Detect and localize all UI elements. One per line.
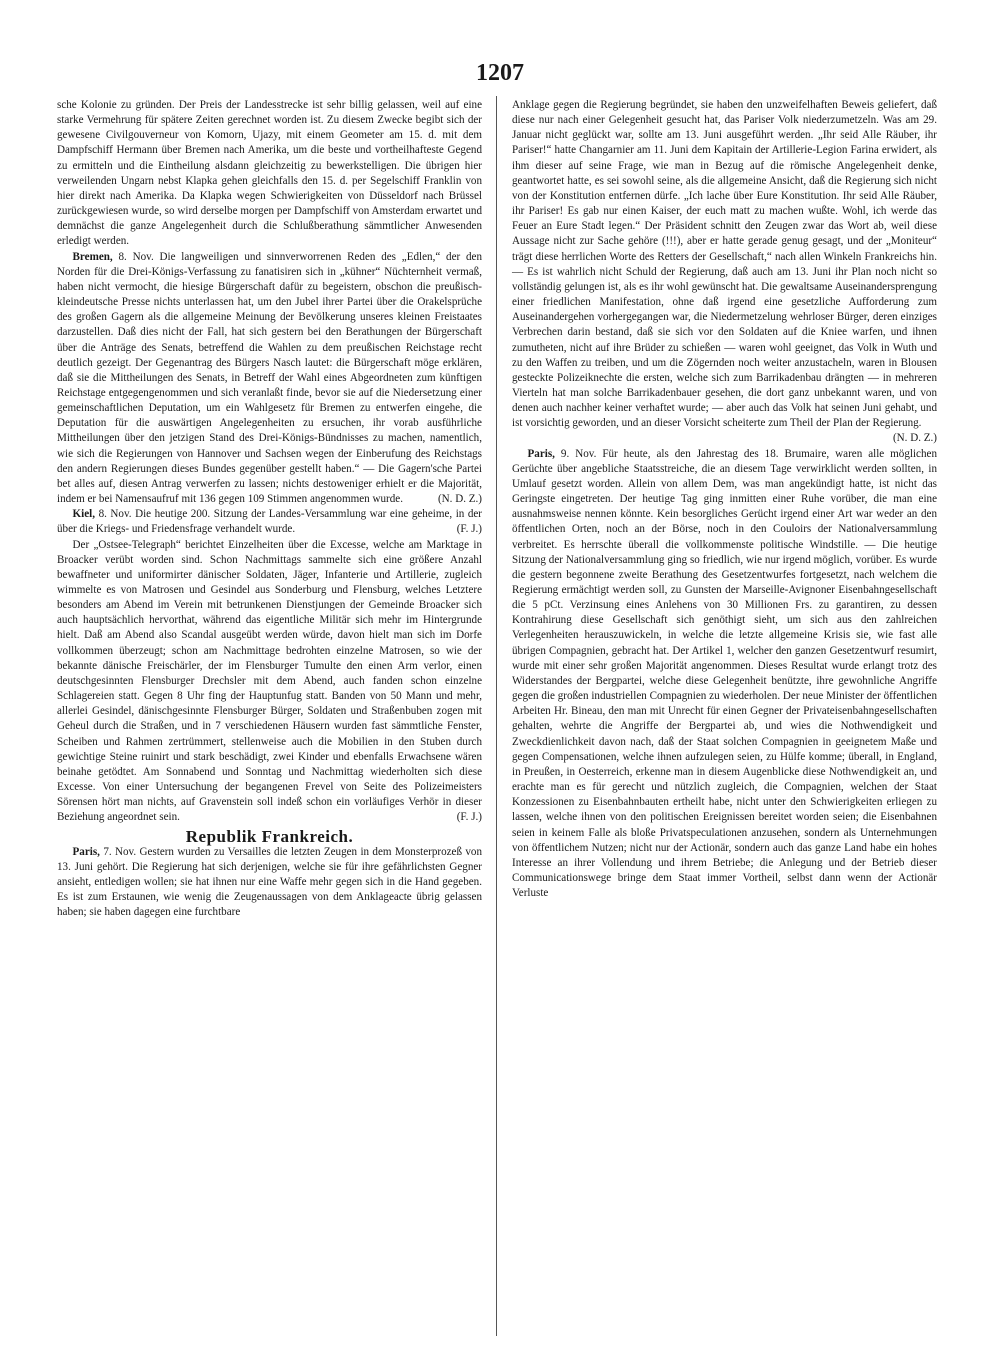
column-divider <box>496 96 497 1336</box>
dateline-city: Paris, <box>527 447 555 460</box>
page-number: 1207 <box>476 60 524 86</box>
dateline-city: Paris, <box>72 845 100 858</box>
paragraph-ostsee-telegraph <box>57 538 482 826</box>
left-column <box>57 98 482 920</box>
dateline-city: Kiel, <box>72 508 96 521</box>
paragraph-kiel <box>57 507 482 537</box>
paragraph-bremen <box>57 250 482 508</box>
paragraph-text: 8. Nov. Die heutige 200. Sitzung der Landes-Versammlung war eine geheime, in der über die Kriegs- und Friedensfrage verhandelt wurde. <box>57 508 483 536</box>
paragraph-text: 9. Nov. Für heute, als den Jahrestag des 18. Brumaire, waren alle möglichen Gerüchte über angebliche Staatsstreiche, die an diesem Tage verwirklicht werden sollten, in Umlauf gesetzt worden. Allein von allem Dem, was man angekündigt hatte, ist nicht das Geringste eingetreten. Der heutige Tag ging inmitten einer Ruhe vorüber, die man eine ausnahmsweise nennen könnte. Kein besorgliches Gerücht irgend einer Art war weder an den öffentlichen Orten, noch an der Börse, noch in den Couloirs der Nationalversammlung verbreitet. Es herrschte überall die vollkommenste politische Windstille. — Die heutige Sitzung der Nationalversammlung ging so friedlich, wie nur irgend möglich, vorüber. Es wurde die gestern begonnene zweite Berathung des Gesetzentwurfes fortgesetzt, nach welchem die Regierung ermächtigt werden soll, zu Gunsten der Marseille-Avignoner Eisenbahngesellschaft die 5 pCt. Verzinsung eines Anlehens von 30 Millionen Frs. zu garantiren, zu dessen Kontrahirung diese Gesellschaft sich genöthigt sieht, um sich aus den zahlreichen Verlegenheiten herauszuwickeln, in welche die letzte allgemeine Krisis sie, wie fast alle übrigen Compagnien, gebracht hat. Der Artikel 1, welcher den ganzen Gesetzentwurf resumirt, wurde mit einer sehr großen Majorität angenommen. Dieses Resultat wurde erlangt trotz des Widerstandes der Bergpartei, welche diese Gelegenheit benützte, ihre gewohnliche Angriffe gegen die großen industriellen Compagnien zu wiederholen. Der neue Minister der öffentlichen Arbeiten Hr. Bineau, den man mit Unrecht für einen Gegner der Privateisenbahngesellschaften gehalten, wehrte die Angriffe der Bergpartei ab, und wies die Nothwendigkeit und Zweckdienlichkeit davon nach, daß der Staat solchen Compagnien in geeignetem Maße und gegen Compensationen, welche ihnen aufzulegen seien, zu Hülfe komme; überall, in England, in Preußen, in Oesterreich, erkenne man in diesem Augenblicke diese Nothwendigkeit an, und erachte man es für gerecht und nützlich zugleich, die Compagnien, welchen der Staat Konzessionen zu Eisenbahnbauten ertheilt habe, nicht unter den Schwierigkeiten erliegen zu lassen, welche ihnen von den politischen Ereignissen bereitet worden seien; die Eisenbahnen seien in keinem Falle als bloße Privatspeculationen anzusehen, sondern als Unternehmungen von öffentlichem Nutzen; nicht nur der Actionär, sondern auch das ganze Land habe ein hohes Interesse an ihrer Vollendung und ihrem Betriebe; die Anlegung und der Betrieb dieser Communicationswege bringe dem Staat immer Vortheil, selbst dann wenn der Actionär Verluste <box>512 447 937 900</box>
paragraph-paris-7nov <box>57 845 482 921</box>
source-signature: (F. J.) <box>456 811 482 824</box>
paragraph-text: Der „Ostsee-Telegraph“ berichtet Einzelheiten über die Excesse, welche am Marktage in Broacker verübt worden sind. Schon Nachmittags sammelte sich eine größere Anzahl bewaffneter und uniformirter dänischer Soldaten, Jäger, Infanterie und Artillerie, zugleich wimmelte es von Matrosen und Gesindel aus Sonderburg und Flensburg, welches Letztere besonders am Abend im Verein mit betrunkenen Dienstjungen der Gemeinde Broacker sich auch hauptsächlich hervorthat, während das eigentliche Militär sich mehr im Hintergrunde hielt. Daß am Abend also Scandal ausgeübt werden würde, davon hielt man sich im Dorfe vollkommen überzeugt; schon am Nachmittage bedrohten einzelne Matrosen, so wie der bekannte dänische Freischärler, der im Flensburger Tumulte den einen Arm verlor, einen deutschgesinnten Flensburger Drechsler mit dem Abend, auch fanden schon einzelne Schlagereien statt. Gegen 8 Uhr fing der Hauptunfug statt. Banden von 50 Mann und mehr, allerlei Gesindel, dänischgesinnte Flensburger Bürger, Soldaten und Straßenbuben zogen mit Geheul durch die Straßen, und in 7 verschiedenen Häusern wurden fast sämmtliche Fenster, Scheiben und Rahmen zertrümmert, stellenweise auch die Mobilien in den Stuben durch gewichtige Steine ruinirt und stark beschädigt, zwei Kinder und ebenfalls Erwachsene wären beinahe getödtet. Am Sonnabend und Sonntag und Nachmittag wiederholten sich diese Excesse. Von einer Untersuchung der begangenen Frevel von Seite des Polizeimeisters Sörensen hört man nichts, auf Gravenstein soll indeß schon ein vorläufiges Verhör in dieser Beziehung angeordnet sein. <box>57 538 482 824</box>
paragraph-text: sche Kolonie zu gründen. Der Preis der Landesstrecke ist sehr billig gelassen, weil auf eine starke Vermehrung für spätere Zeiten gerechnet worden ist. Zu diesem Zwecke begibt sich der gewesene Civilgouverneur von Komorn, Ujazy, mit einem Geometer am 15. d. mit dem Dampfschiff Hermann über Bremen nach Amerika, um die beste und vortheilhafteste Gegend zu ermitteln und die Eintheilung alsdann gleichzeitig zu bewerkstelligen. Die übrigen hier verweilenden Ungarn nebst Klapka gehen gleichfalls den 15. d. per Segelschiff Franklin von hier direkt nach Amerika. Da Klapka wegen Schwierigkeiten von Düsseldorf nach Brüssel zurückgewiesen wurde, so wird derselbe morgen per Dampfschiff von Amsterdam erwartet und demnächst die ganze Angelegenheit durch die Schlußberathung sämmtlicher Anwesenden erledigt werden. <box>57 99 482 248</box>
right-column <box>512 98 937 901</box>
section-heading: Republik Frankreich. <box>185 826 354 846</box>
paragraph-colony <box>57 98 482 250</box>
paragraph-text: 7. Nov. Gestern wurden zu Versailles die letzten Zeugen in dem Monsterprozeß von 13. Juni gehört. Die Regierung hat sich derjenigen, welche sie für ihre gefährlichsten Gegner ansieht, entledigen wollen; sie hat ihnen nur eine Waffe mehr gegen sich in die Hand gegeben. Es ist zum Erstaunen, wie wenig die Zeugenaussagen von dem Anklageacte übrig gelassen haben; sie haben dagegen eine furchtbare <box>57 845 483 919</box>
source-signature: (F. J.) <box>456 523 482 536</box>
paragraph-paris-9nov <box>512 447 937 902</box>
paragraph-text: 8. Nov. Die langweiligen und sinnverworrenen Reden des „Edlen,“ der den Norden für die Drei-Königs-Verfassung zu fanatisiren sich in „kühner“ Nüchternheit vermaß, haben nicht vermocht, die hiesige Bürgerschaft dafür zu begeistern, obschon die preußisch-kleindeutsche Presse nichts unterlassen hat, um den Jubel ihrer Partei über die Orakelsprüche des großen Gagern als die allgemeine Meinung der Bevölkerung unseres kleinen Freistaates darzustellen. Daß dies nicht der Fall, hat sich gestern bei den Berathungen der Bürgerschaft über die Anträge des Senats, betreffend die Wahlen zu dem preußischen Reichstage recht deutlich gezeigt. Der Gegenantrag des Bürgers Nasch lautet: die Bürgerschaft möge erklären, daß sie die Mittheilungen des Senats, in Betreff der Wahl eines Abgeordneten zum künftigen Reichstage entgegengenommen und sich veranlaßt finde, bevor sie auf die Niedersetzung einer gemeinschaftlichen Deputation, um ein Wahlgesetz für Bremen zu entwerfen eingehe, die Deputation für die auswärtigen Angelegenheiten zu ersuchen, ihr vorab ausführliche Mittheilungen über den jetzigen Stand des Drei-Königs-Bündnisses zu machen, namentlich, wie sich die Regierungen von Hannover und Sachsen wegen der Einberufung des Reichstags den andern Regierungen dieses Bundes gegenüber gestellt haben.“ — Die Gagern'sche Partei bet alles auf, diesen Antrag verwerfen zu lassen; nichts destoweniger erhielt er die Majorität, indem er bei Namensaufruf mit 136 gegen 109 Stimmen angenommen wurde. <box>57 250 482 506</box>
dateline-city: Bremen, <box>72 250 113 263</box>
paragraph-anklage <box>512 98 937 445</box>
source-signature: (N. D. Z.) <box>437 493 482 506</box>
paragraph-text: Anklage gegen die Regierung begründet, sie haben den unzweifelhaften Beweis geliefert, daß diese nur nach einer Gelegenheit gesucht hat, das Pariser Volk niederzumetzeln. Was am 29. Januar nicht geglückt war, sollte am 13. Juni ausgeführt werden. „Ihr seid Alle Räuber, ihr Pariser!“ hatte Changarnier am 11. Juni dem Kapitain der Artillerie-Legion Farina erwidert, als ihm dieser auf seine Frage, wie man in Bezug auf die römische Angelegenheit denke, geantwortet hatte, es sei sowohl seine, als die allgemeine Ansicht, daß die Regierung sich nicht von der Konstitution entfernen dürfe. „Ich lache über Eure Konstitution. Ihr seid Alle Räuber, ihr Pariser! Es gab nur einen Kaiser, der euch matt zu machen wußte. Wohl, ich werde das Feuer an Eure Stadt legen.“ Der Präsident schnitt den Zeugen zwar das Wort ab, weil diese Aussage nicht zur Sache gehöre (!!!), aber er hatte gerade genug gesagt, und der „Moniteur“ trägt diese herrlichen Worte des Retters der Gesellschaft,“ nach allen Winkeln Frankreichs hin. — Es ist wahrlich nicht Schuld der Regierung, daß auch am 13. Juni ihr Plan noch nicht so vollständig gelungen ist, als es ihr wohl gewünscht hat. Die gewaltsame Auseinandersprengung einer friedlichen Manifestation, ohne daß irgend eine gesetzliche Aufforderung zum Auseinandergehen vorhergegangen war, die Niedermetzelung wehrloser Bürger, deren einziges Verbrechen darin bestand, daß sie sich vor den Soldaten auf die Kniee warfen, und ihnen zumutheten, nicht auf ihre Brüder zu schießen — waren wohl geeignet, das Volk in Wuth und zu den Waffen zu treiben, und um die Zögernden noch weiter anzustacheln, waren in Blousen gesteckte Polizeiknechte die ersten, welche sich zum Barrikadenbau drängten — in mehreren Vierteln hat man solche Barrikadenbauer gesehen, die dort ganz unbekannt waren, und von denen auch nachher keiner verhaftet wurde; — aber auch das Volk hat seinen Juni gehabt, und ist vorsichtig geworden, und an dieser Vorsicht scheiterte zum Theil der Plan der Regierung. <box>512 99 937 430</box>
source-signature: (N. D. Z.) <box>892 432 937 445</box>
